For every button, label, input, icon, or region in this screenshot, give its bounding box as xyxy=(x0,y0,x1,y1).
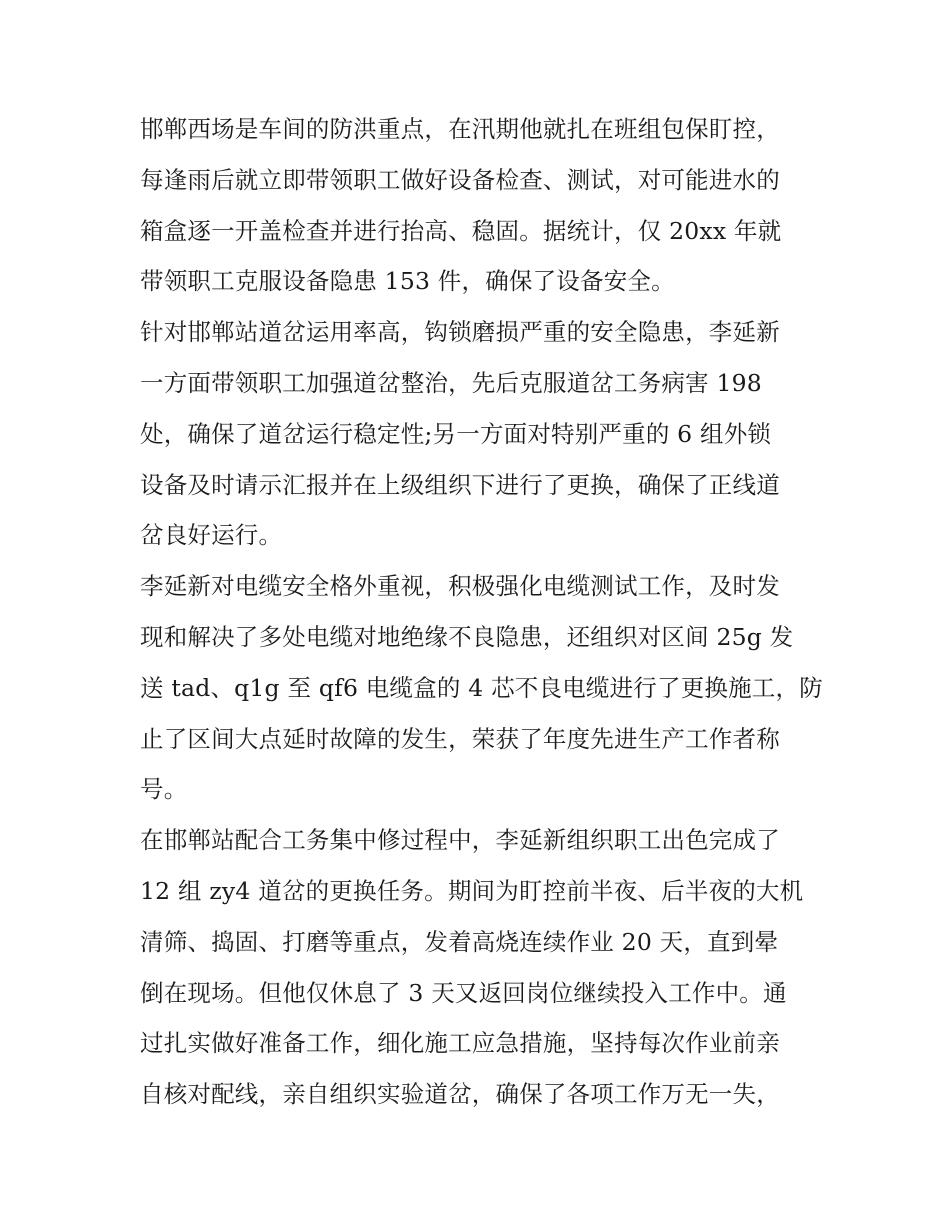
text-line: 一方面带领职工加强道岔整治，先后克服道岔工务病害 198 xyxy=(140,368,762,397)
text-line: 针对邯郸站道岔运用率高，钩锁磨损严重的安全隐患，李延新 xyxy=(140,318,780,347)
text-line: 止了区间大点延时故障的发生，荣获了年度先进生产工作者称 xyxy=(140,724,780,753)
text-line: 李延新对电缆安全格外重视，积极强化电缆测试工作，及时发 xyxy=(140,572,780,601)
text-line: 号。 xyxy=(140,775,188,804)
text-line: 12 组 zy4 道岔的更换任务。期间为盯控前半夜、后半夜的大机 xyxy=(140,876,804,905)
text-line: 岔良好运行。 xyxy=(140,521,283,550)
text-line: 箱盒逐一开盖检查并进行抬高、稳固。据统计，仅 20xx 年就 xyxy=(140,216,782,245)
text-line: 带领职工克服设备隐患 153 件，确保了设备安全。 xyxy=(140,267,675,296)
document-body xyxy=(140,104,823,1120)
text-line: 送 tad、q1g 至 qf6 电缆盒的 4 芯不良电缆进行了更换施工，防 xyxy=(140,673,823,702)
text-line: 自核对配线，亲自组织实验道岔，确保了各项工作万无一失， xyxy=(140,1080,780,1109)
text-line: 在邯郸站配合工务集中修过程中，李延新组织职工出色完成了 xyxy=(140,826,780,855)
text-line: 倒在现场。但他仅休息了 3 天又返回岗位继续投入工作中。通 xyxy=(140,978,787,1007)
text-line: 设备及时请示汇报并在上级组织下进行了更换，确保了正线道 xyxy=(140,470,780,499)
text-line: 邯郸西场是车间的防洪重点，在汛期他就扎在班组包保盯控， xyxy=(140,115,780,143)
text-line: 现和解决了多处电缆对地绝缘不良隐患，还组织对区间 25g 发 xyxy=(140,622,794,651)
text-line: 处，确保了道岔运行稳定性;另一方面对特别严重的 6 组外锁 xyxy=(140,419,772,448)
text-line: 清筛、捣固、打磨等重点，发着高烧连续作业 20 天，直到晕 xyxy=(140,927,779,956)
text-line: 过扎实做好准备工作，细化施工应急措施，坚持每次作业前亲 xyxy=(140,1029,780,1058)
text-line: 每逢雨后就立即带领职工做好设备检查、测试，对可能进水的 xyxy=(140,165,780,194)
